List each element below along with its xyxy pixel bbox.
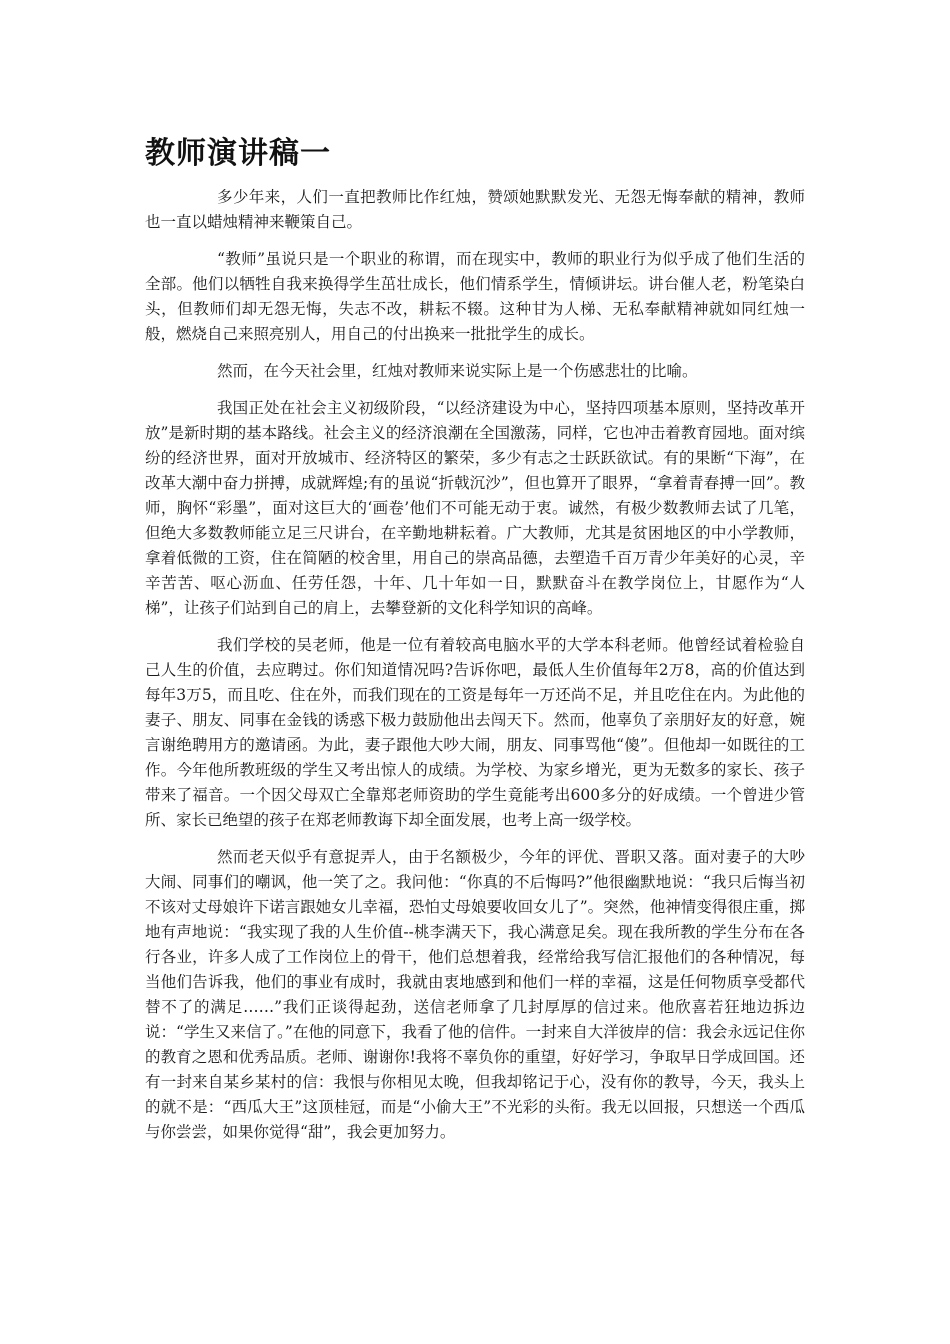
paragraph-1: 多少年来，人们一直把教师比作红烛，赞颂她默默发光、无怨无悔奉献的精神，教师也一直以蜡烛精神来鞭策自己。: [145, 188, 805, 231]
paragraph-6: 然而老天似乎有意捉弄人，由于名额极少，今年的评优、晋职又落。面对妻子的大吵大闹、同事们的嘲讽，他一笑了之。我问他：“你真的不后悔吗?”他很幽默地说：“我只后悔当初不该对丈母娘许下诺言跟她女儿幸福，恐怕丈母娘要收回女儿了”。突然，他神情变得很庄重，掷地有声地说：“我实现了我的人生价值--桃李满天下，我心满意足矣。现在我所教的学生分布在各行各业，许多人成了工作岗位上的骨干，他们总想着我，经常给我写信汇报他们的各种情况，每当他们告诉我，他们的事业有成时，我就由衷地感到和他们一样的幸福，这是任何物质享受都代替不了的满足……”我们正谈得起劲，送信老师拿了几封厚厚的信过来。他欣喜若狂地边拆边说：“学生又来信了。”在他的同意下，我看了他的信件。一封来自大洋彼岸的信：我会永远记住你的教育之恩和优秀品质。老师、谢谢你!我将不辜负你的重望，好好学习，争取早日学成回国。还有一封来自某乡某村的信：我恨与你相见太晚，但我却铭记于心，没有你的教导，今天，我头上的就不是：“西瓜大王”这顶桂冠，而是“小偷大王”不光彩的头衔。我无以回报，只想送一个西瓜与你尝尝，如果你觉得“甜”，我会更加努力。: [145, 848, 805, 1141]
document-page: [145, 135, 805, 1157]
paragraph-5: 我们学校的吴老师，他是一位有着较高电脑水平的大学本科老师。他曾经试着检验自己人生的价值，去应聘过。你们知道情况吗?告诉你吧，最低人生价值每年2万8，高的价值达到每年3万5，而且吃、住在外，而我们现在的工资是每年一万还尚不足，并且吃住在内。为此他的妻子、朋友、同事在金钱的诱惑下极力鼓励他出去闯天下。然而，他辜负了亲朋好友的好意，婉言谢绝聘用方的邀请函。为此，妻子跟他大吵大闹，朋友、同事骂他“傻”。但他却一如既往的工作。今年他所教班级的学生又考出惊人的成绩。为学校、为家乡增光，更为无数多的家长、孩子带来了福音。一个因父母双亡全靠郑老师资助的学生竟能考出600多分的好成绩。一个曾进少管所、家长已绝望的孩子在郑老师教诲下却全面发展，也考上高一级学校。: [145, 636, 805, 829]
paragraph-2: “教师”虽说只是一个职业的称谓，而在现实中，教师的职业行为似乎成了他们生活的全部。他们以牺牲自我来换得学生茁壮成长，他们情系学生，情倾讲坛。讲台催人老，粉笔染白头，但教师们却无怨无悔，失志不改，耕耘不辍。这种甘为人梯、无私奉献精神就如同红烛一般，燃烧自己来照亮别人，用自己的付出换来一批批学生的成长。: [145, 250, 805, 343]
document-title: 教师演讲稿一: [145, 136, 331, 171]
paragraph-3: 然而，在今天社会里，红烛对教师来说实际上是一个伤感悲壮的比喻。: [217, 362, 698, 380]
paragraph-4: 我国正处在社会主义初级阶段，“以经济建设为中心，坚持四项基本原则，坚持改革开放”是新时期的基本路线。社会主义的经济浪潮在全国激荡，同样，它也冲击着教育园地。面对缤纷的经济世界，面对开放城市、经济特区的繁荣，多少有志之士跃跃欲试。有的果断“下海”，在改革大潮中奋力拼搏，成就辉煌;有的虽说“折戟沉沙”，但也算开了眼界，“拿着青春搏一回”。教师，胸怀“彩墨”，面对这巨大的‘画卷’他们不可能无动于衷。诚然，有极少数教师去试了几笔，但绝大多数教师能立足三尺讲台，在辛勤地耕耘着。广大教师，尤其是贫困地区的中小学教师，拿着低微的工资，住在简陋的校舍里，用自己的崇高品德，去塑造千百万青少年美好的心灵，辛辛苦苦、呕心沥血、任劳任怨，十年、几十年如一日，默默奋斗在教学岗位上，甘愿作为“人梯”，让孩子们站到自己的肩上，去攀登新的文化科学知识的高峰。: [145, 399, 805, 617]
